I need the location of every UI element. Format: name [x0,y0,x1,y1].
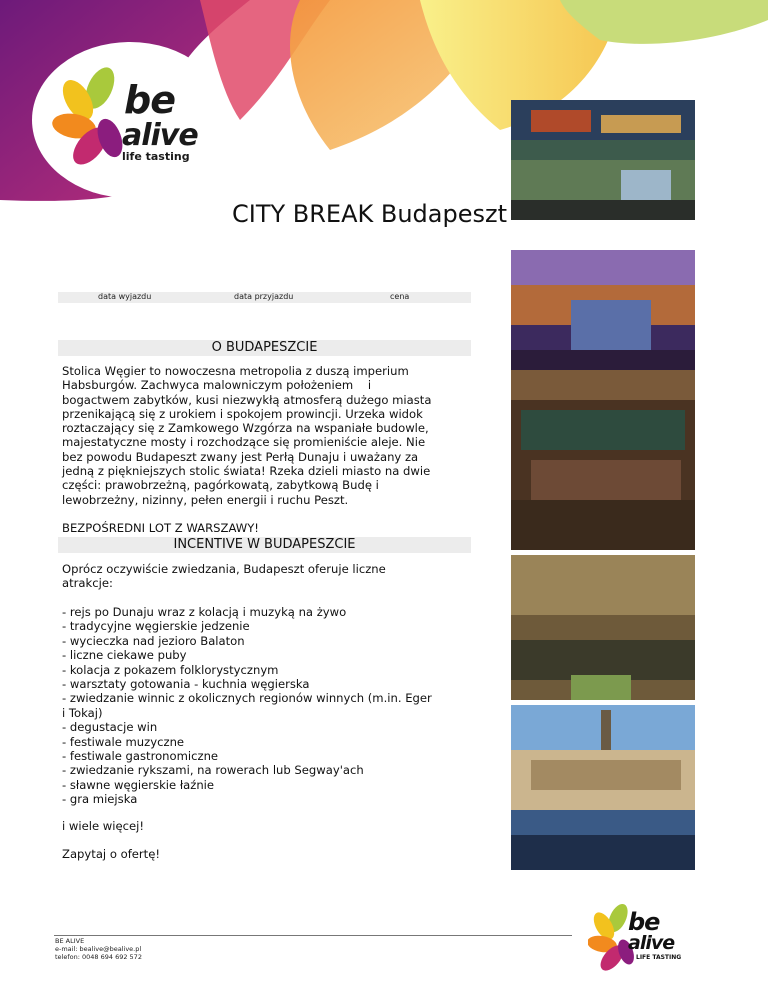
direct-flight-note: BEZPOŚREDNI LOT Z WARSZAWY! [62,521,259,535]
list-item: - tradycyjne węgierskie jedzenie [62,619,250,634]
about-heading: O BUDAPESZCIE [58,340,471,356]
about-line: Stolica Węgier to nowoczesna metropolia z duszą imperium [62,364,409,378]
list-item: - liczne ciekawe puby [62,648,187,663]
about-line: roztaczający się z Zamkowego Wzgórza na wspaniałe budowle, [62,421,429,436]
list-item: - rejs po Dunaju wraz z kolacją i muzyką na żywo [62,605,347,619]
incentive-intro-line: atrakcje: [62,576,113,591]
list-item: - zwiedzanie winnic z okolicznych regionów winnych (m.in. Eger [62,691,432,706]
incentive-heading: INCENTIVE W BUDAPESZCIE [58,537,471,553]
list-item: - festiwale gastronomiczne [62,749,219,764]
trip-info-bar [58,292,471,303]
departure-date-label: data wyjazdu [98,292,152,301]
about-line: części: prawobrzeżną, pagórkowatą, zabytkową Budę i [62,478,379,493]
footer-company: BE ALIVE [55,937,85,945]
list-item: - warsztaty gotowania - kuchnia węgierska [62,677,310,692]
list-item: - gra miejska [62,792,138,807]
photo-fishermans-bastion [511,705,695,870]
logo-word-alive: alive [122,118,198,153]
incentive-intro [62,562,474,591]
be-alive-logo-small [588,898,688,974]
photo-cave [511,555,695,700]
about-line: lewobrzeżny, nizinny, pełen energii i ruchu Peszt. [62,492,349,507]
list-item: - sławne węgierskie łaźnie [62,777,215,792]
logo-tagline: life tasting [122,150,190,163]
arrival-date-label: data przyjazdu [234,292,294,301]
list-item: - kolacja z pokazem folklorystycznym [62,662,279,677]
logo-small-tagline: LIFE TASTING [636,954,682,961]
photo-column [511,100,695,870]
about-paragraph [62,364,474,507]
ask-offer-note: Zapytaj o ofertę! [62,847,161,861]
footer-phone: telefon: 0048 694 692 572 [55,953,142,961]
more-note: i wiele więcej! [62,819,144,833]
page-title: CITY BREAK Budapeszt [232,200,508,228]
about-line: jedną z piękniejszych stolic świata! Rzeka dzieli miasto na dwie [62,464,431,479]
list-item: i Tokaj) [62,705,103,720]
footer-divider [54,935,572,936]
footer-contact [55,937,142,961]
photo-bar-interior [511,370,695,550]
list-item: - festiwale muzyczne [62,734,185,749]
list-item: - zwiedzanie rykszami, na rowerach lub Segway'ach [62,763,364,778]
incentive-intro-line: Oprócz oczywiście zwiedzania, Budapeszt oferuje liczne [62,562,386,576]
photo-danube-night [511,250,695,370]
attractions-list [62,605,474,807]
about-line: przenikającą się z urokiem i spokojem prowincji. Urzeka widok [62,406,423,421]
list-item: - degustacje win [62,720,158,735]
logo-word-be: be [124,78,175,122]
logo-small-word-be: be [628,908,660,936]
photo-street-cafe [511,100,695,220]
footer-email[interactable]: e-mail: bealive@bealive.pl [55,945,142,953]
logo-small-word-alive: alive [628,932,675,954]
be-alive-logo [52,58,222,186]
about-line: majestatyczne mosty i rozchodzące się promieniście aleje. Nie [62,435,426,450]
about-line: bogactwem zabytków, kusi niezwykłą atmosferą dużego miasta [62,392,432,407]
price-label: cena [390,292,410,301]
about-line: Habsburgów. Zachwyca malowniczym położeniem i [62,378,372,393]
about-line: bez powodu Budapeszt zwany jest Perłą Dunaju i uważany za [62,449,419,464]
list-item: - wycieczka nad jezioro Balaton [62,633,245,648]
flower-logo-icon [52,58,132,168]
